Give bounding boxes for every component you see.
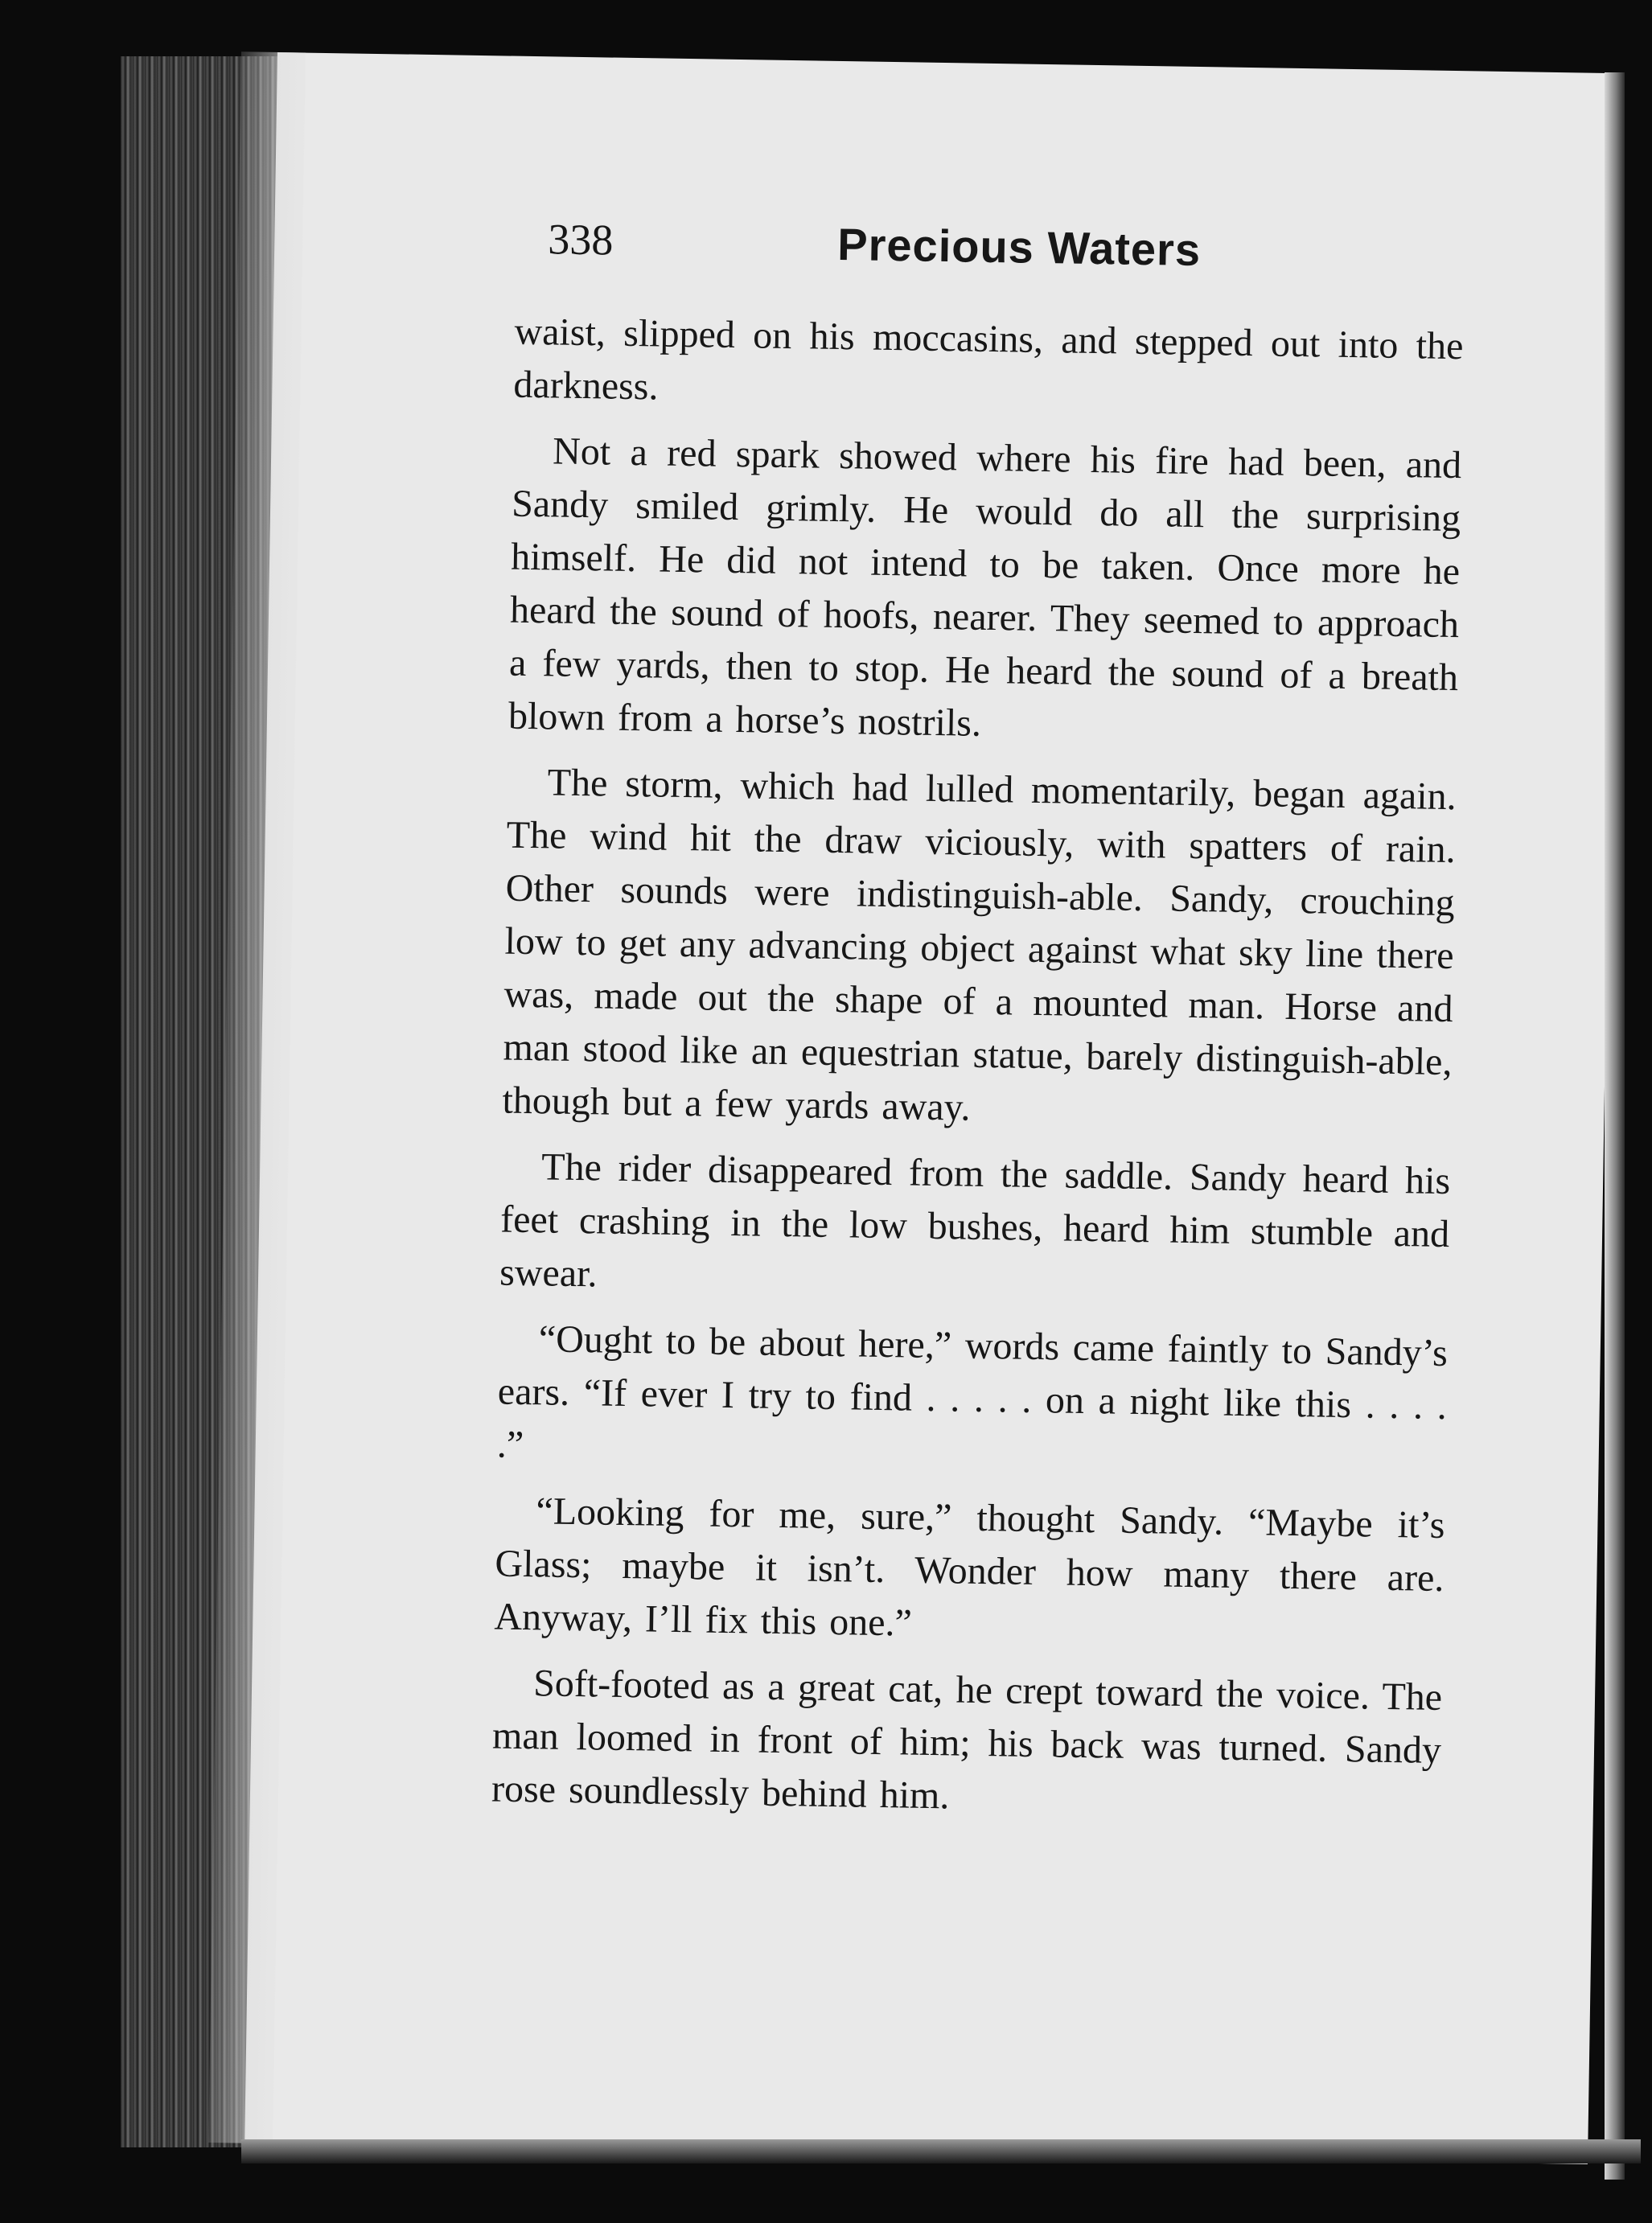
paragraph: The rider disappeared from the saddle. Sandy heard his feet crashing in the low bushes, heard him stumble and swear. [499,1145,1451,1296]
paragraph: “Looking for me, sure,” thought Sandy. “Maybe it’s Glass; maybe it isn’t. Wonder how many there are. Anyway, I’ll fix this one.” [494,1490,1445,1645]
running-title: Precious Waters [836,218,1202,276]
page-edge-bottom [241,2139,1641,2163]
book-page [245,52,1621,2164]
page-header [515,217,1465,321]
paragraph: The storm, which had lulled momentarily, began again. The wind hit the draw viciously, with spatters of rain. Other sounds were indistinguish-able. Sandy, crouching low to get any advancing object against what sky line there was, made out the shape of a mounted man. Horse and man stood like an equestrian statue, barely distinguish-able, though but a few yards away. [502,761,1457,1129]
body-text [491,306,1464,1831]
page-edge-right [1605,72,1625,2180]
paragraph: “Ought to be about here,” words came faintly to Sandy’s ears. “If ever I try to find . . . . . on a night like this . . . . .” [496,1317,1449,1467]
page-number: 338 [547,215,614,265]
paragraph: waist, slipped on his moccasins, and stepped out into the darkness. [513,310,1464,409]
paragraph: Soft-footed as a great cat, he crept toward the voice. The man loomed in front of him; his back was turned. Sandy rose soundlessly behind him. [491,1662,1443,1818]
paragraph: Not a red spark showed where his fire had been, and Sandy smiled grimly. He would do all the surprising himself. He did not intend to be taken. Once more he heard the sound of hoofs, nearer. They seemed to approach a few yards, then to stop. He heard the sound of a breath blown from a horse’s nostrils. [508,429,1462,745]
text-block [491,217,1465,1843]
